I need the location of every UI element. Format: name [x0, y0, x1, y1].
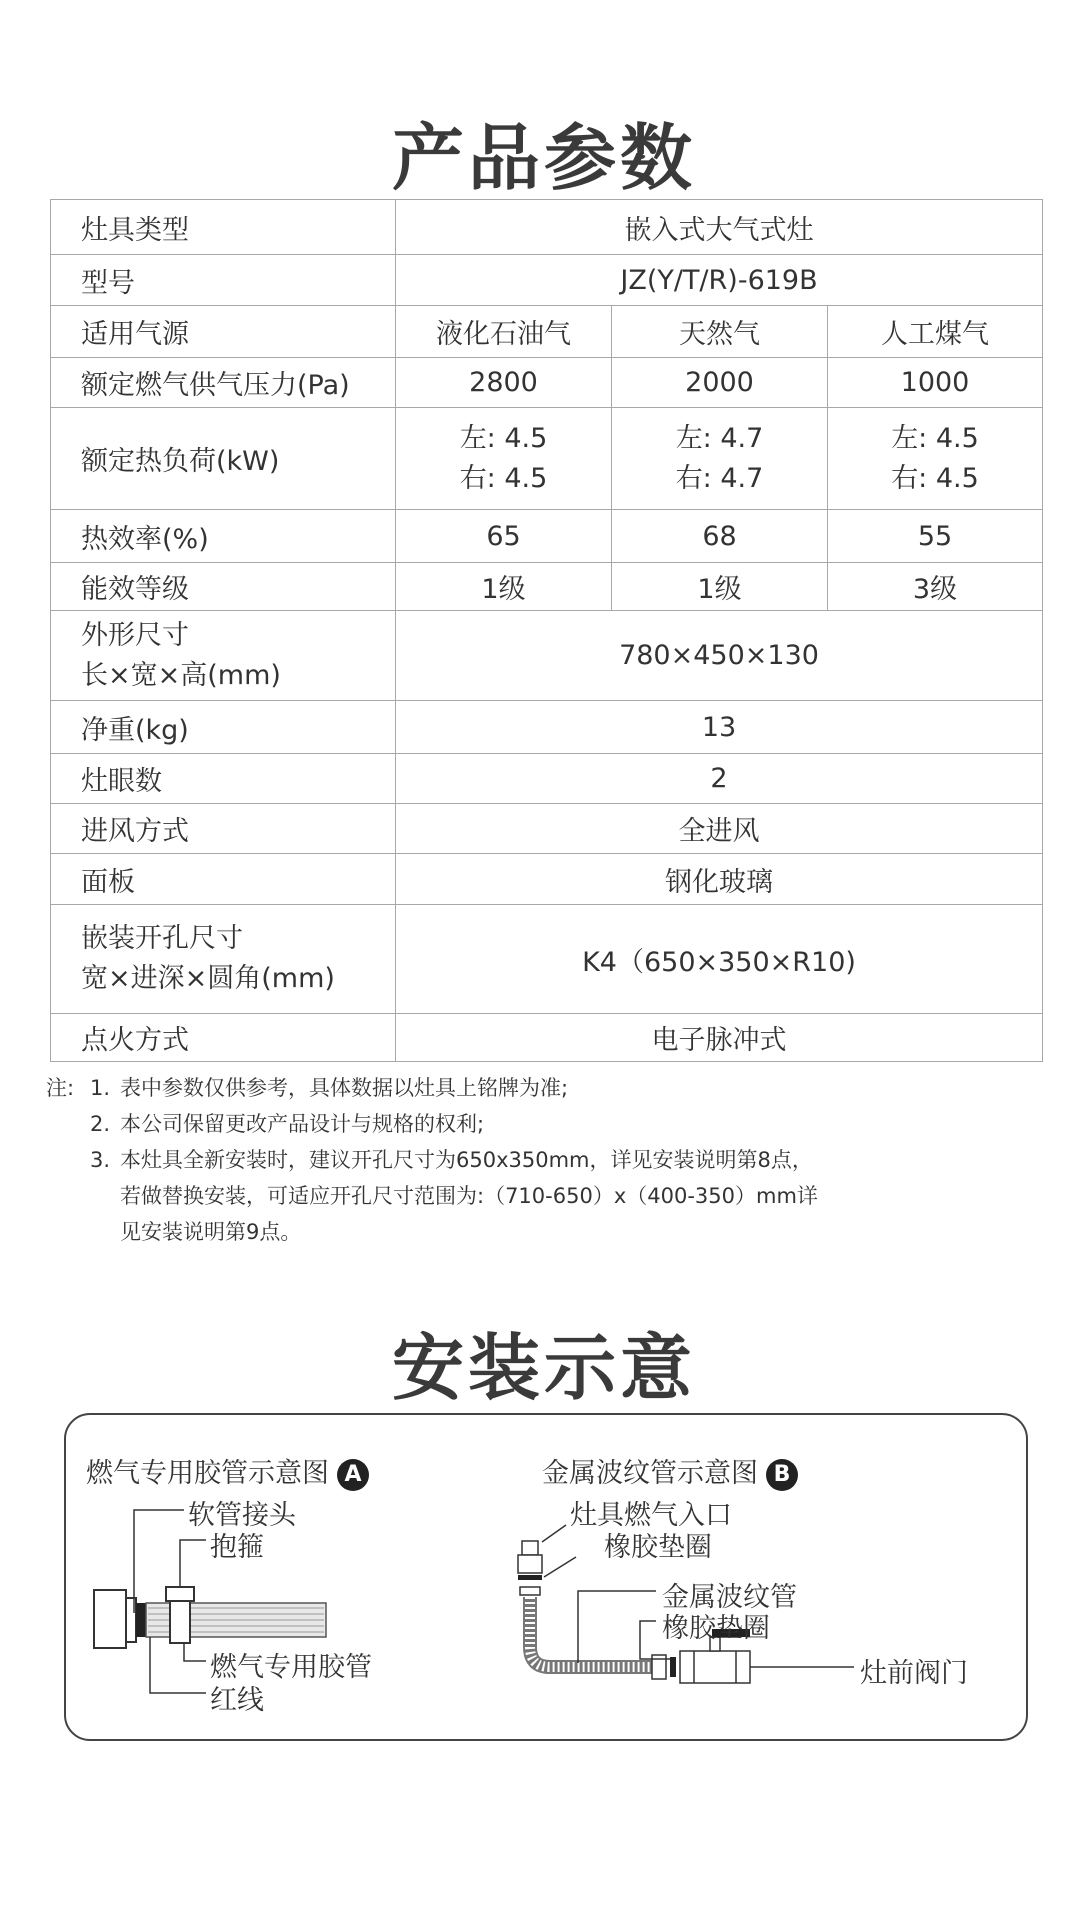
- row-label: 面板: [51, 854, 396, 905]
- table-row: [51, 804, 1043, 854]
- spec-table: [50, 199, 1043, 1062]
- table-row: [51, 905, 1043, 1014]
- row-label: [51, 611, 396, 701]
- row-value: 2: [396, 754, 1043, 804]
- cell: 68: [612, 510, 828, 563]
- hose-connector-icon: [94, 1590, 146, 1648]
- cell: [612, 408, 828, 510]
- cell: 65: [396, 510, 612, 563]
- label-inlet: 灶具燃气入口: [570, 1500, 732, 1531]
- row-value: 电子脉冲式: [396, 1014, 1043, 1062]
- label-hose: 燃气专用胶管: [210, 1652, 372, 1683]
- label-corrugated: 金属波纹管: [662, 1582, 797, 1613]
- notes: [46, 1070, 818, 1250]
- heat-left: 左: 4.7: [675, 422, 764, 454]
- table-row: [51, 754, 1043, 804]
- cell: [828, 408, 1043, 510]
- cell: 1000: [828, 358, 1043, 408]
- corrugated-pipe-icon: [530, 1597, 652, 1667]
- note-3a: 本灶具全新安装时，建议开孔尺寸为650x350mm，详见安装说明第8点，: [120, 1148, 813, 1172]
- row-value: K4（650×350×R10): [396, 905, 1043, 1014]
- note-number: 3.: [90, 1148, 111, 1172]
- hose-diagram-title: [86, 1451, 369, 1491]
- row-label: 灶眼数: [51, 754, 396, 804]
- cell: [396, 408, 612, 510]
- label-connector: 软管接头: [188, 1500, 296, 1531]
- row-label: 灶具类型: [51, 200, 396, 255]
- row-value: 嵌入式大气式灶: [396, 200, 1043, 255]
- label-gasket-1: 橡胶垫圈: [604, 1532, 712, 1563]
- row-label: 能效等级: [51, 563, 396, 611]
- row-label: [51, 905, 396, 1014]
- gasket-2-icon: [670, 1657, 676, 1677]
- install-diagram-box: [64, 1413, 1028, 1741]
- page-title: 产品参数: [391, 116, 696, 200]
- label-redline: 红线: [210, 1685, 264, 1716]
- row-value: 全进风: [396, 804, 1043, 854]
- row-label: 额定燃气供气压力(Pa): [51, 358, 396, 408]
- cell: 2800: [396, 358, 612, 408]
- hose-diagram-title-text: 燃气专用胶管示意图: [86, 1458, 329, 1489]
- note-3c: 见安装说明第9点。: [120, 1220, 302, 1244]
- row-label: 适用气源: [51, 306, 396, 358]
- table-row: [51, 306, 1043, 358]
- cell: 1级: [396, 563, 612, 611]
- table-row: [51, 854, 1043, 905]
- row-label: 进风方式: [51, 804, 396, 854]
- badge-b: B: [766, 1459, 798, 1491]
- inlet-fitting-icon: [522, 1541, 538, 1555]
- corrugated-diagram-title-text: 金属波纹管示意图: [542, 1458, 758, 1489]
- notes-prefix: 注:: [46, 1076, 75, 1100]
- table-row: [51, 358, 1043, 408]
- gasket-icon: [518, 1575, 542, 1580]
- row-value: JZ(Y/T/R)-619B: [396, 255, 1043, 306]
- badge-a: A: [337, 1459, 369, 1491]
- cutout-label-line: 宽×进深×圆角(mm): [81, 963, 335, 994]
- note-1: 表中参数仅供参考，具体数据以灶具上铭牌为准;: [120, 1076, 569, 1100]
- cell: 人工煤气: [828, 306, 1043, 358]
- section-title: 安装示意: [391, 1326, 696, 1410]
- heat-left: 左: 4.5: [459, 422, 548, 454]
- table-row: [51, 563, 1043, 611]
- heat-left: 左: 4.5: [891, 422, 979, 454]
- note-3b: 若做替换安装，可适应开孔尺寸范围为:（710-650）x（400-350）mm详: [120, 1184, 818, 1208]
- table-row: [51, 255, 1043, 306]
- clamp-icon: [166, 1587, 194, 1643]
- note-number: 2.: [90, 1112, 111, 1136]
- table-row: [51, 200, 1043, 255]
- table-row: [51, 701, 1043, 754]
- note-2: 本公司保留更改产品设计与规格的权利;: [120, 1112, 485, 1136]
- size-label-line: 长×宽×高(mm): [81, 659, 281, 691]
- heat-right: 右: 4.5: [891, 462, 979, 494]
- cell: 天然气: [612, 306, 828, 358]
- corrugated-diagram-title: [542, 1451, 798, 1491]
- row-label: 净重(kg): [51, 701, 396, 754]
- row-label: 额定热负荷(kW): [51, 408, 396, 510]
- cell: 液化石油气: [396, 306, 612, 358]
- row-value: 780×450×130: [396, 611, 1043, 701]
- row-value: 13: [396, 701, 1043, 754]
- cell: 2000: [612, 358, 828, 408]
- cell: 1级: [612, 563, 828, 611]
- heat-right: 右: 4.7: [675, 462, 764, 494]
- label-clamp: 抱箍: [210, 1532, 264, 1563]
- table-row: [51, 1014, 1043, 1062]
- table-row: [51, 611, 1043, 701]
- row-label: 热效率(%): [51, 510, 396, 563]
- row-label: 点火方式: [51, 1014, 396, 1062]
- size-label-line: 外形尺寸: [81, 619, 189, 651]
- label-valve: 灶前阀门: [860, 1658, 968, 1689]
- table-row: [51, 510, 1043, 563]
- row-value: 钢化玻璃: [396, 854, 1043, 905]
- heat-right: 右: 4.5: [459, 462, 548, 494]
- cell: 3级: [828, 563, 1043, 611]
- cutout-label-line: 嵌装开孔尺寸: [81, 923, 243, 954]
- cell: 55: [828, 510, 1043, 563]
- row-label: 型号: [51, 255, 396, 306]
- table-row: [51, 408, 1043, 510]
- label-gasket-2: 橡胶垫圈: [662, 1613, 770, 1644]
- note-number: 1.: [90, 1076, 111, 1100]
